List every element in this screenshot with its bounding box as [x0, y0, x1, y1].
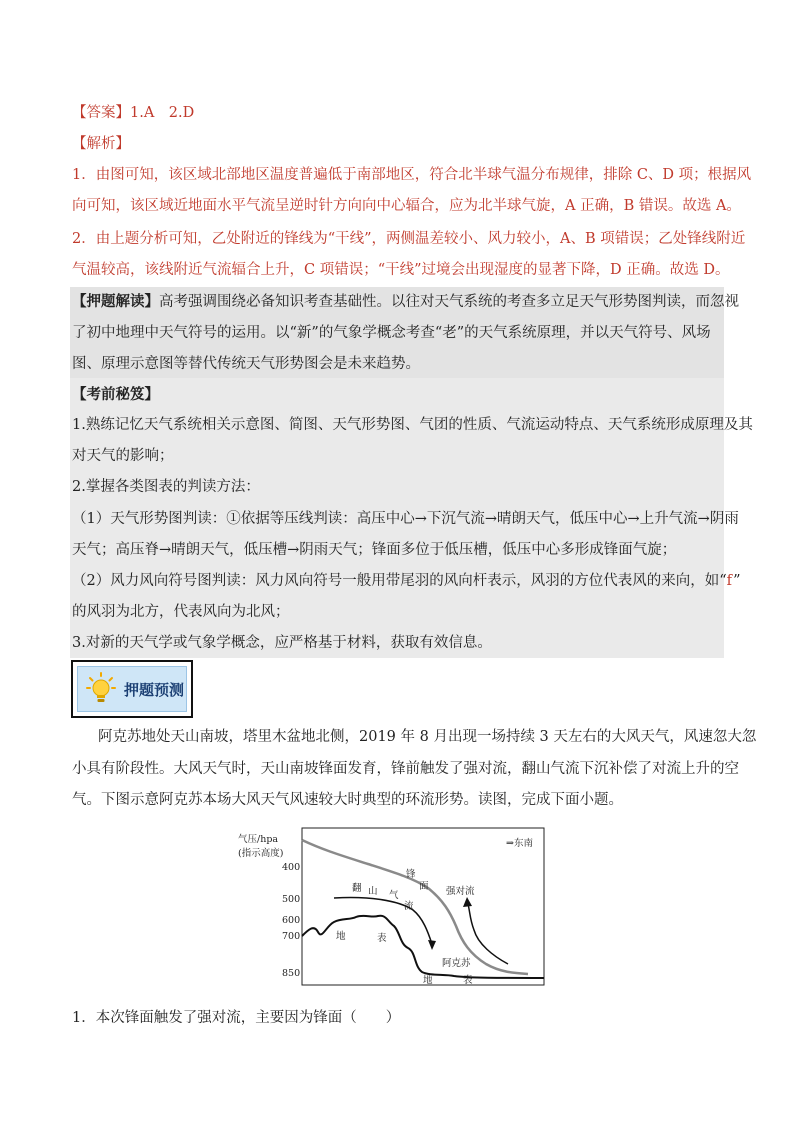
label-convection: 强对流	[446, 886, 475, 897]
passage-line-2: 小具有阶段性。大风天气时，天山南坡锋面发育，锋前触发了强对流，翻山气流下沉补偿了对流上升的空	[72, 761, 739, 777]
interpretation-text-1: 高考强调围绕必备知识考查基础性。以往对天气系统的考查多立足天气形势图判读，而忽视	[159, 294, 739, 310]
analysis-line-4: 气温较高，该线附近气流辐合上升，C 项错误；“干线”过境会出现湿度的显著下降，D 正确。故选 D。	[72, 262, 730, 278]
ytick-700: 700	[282, 931, 301, 942]
ytick-500: 500	[282, 894, 301, 905]
wind-symbol: f	[726, 573, 734, 589]
tips-line-7: 的风羽为北方，代表风向为北风；	[72, 604, 290, 620]
analysis-tag: 【解析】	[72, 136, 130, 152]
passage-line-3: 气。下图示意阿克苏本场大风天气风速较大时典型的环流形势。读图，完成下面小题。	[72, 792, 623, 808]
badge-inner	[77, 666, 187, 712]
label-surface-right-1: 地	[423, 975, 433, 986]
tips-line-8: 3.对新的天气学或气象学概念，应严格基于材料，获取有效信息。	[72, 635, 492, 651]
diagram-frame	[302, 828, 544, 985]
lightbulb-icon	[86, 672, 116, 706]
answer-tag: 【答案】	[72, 105, 130, 121]
label-surface-left-1: 地	[336, 931, 346, 942]
ytick-850: 850	[282, 968, 301, 979]
tips-text-6: （2）风力风向符号图判读：风力风向符号一般用带尾羽的风向杆表示，风羽的方位代表风的来向，如“	[72, 573, 727, 589]
question-1: 1．本次锋面触发了强对流，主要因为锋面（ ）	[72, 1010, 401, 1026]
interpretation-line-1	[72, 292, 739, 312]
tips-line-6	[72, 571, 741, 591]
passage-line-1: 阿克苏地处天山南坡，塔里木盆地北侧，2019 年 8 月出现一场持续 3 天左右的大风天气，风速忽大忽	[98, 729, 757, 745]
label-front-1: 锋	[406, 869, 416, 880]
label-surface-left-2: 表	[377, 933, 387, 944]
interpretation-line-2: 了初中地理中天气符号的运用。以“新”的气象学概念考查“老”的天气系统原理，并以天气符号、风场	[72, 325, 711, 341]
label-flow-3: 气	[389, 890, 399, 901]
ytick-600: 600	[282, 915, 301, 926]
tips-line-5: 天气；高压脊→晴朗天气，低压槽→阴雨天气；锋面多位于低压槽，低压中心多形成锋面气旋；	[72, 542, 677, 558]
answer-value: 1.A 2.D	[130, 105, 195, 121]
tips-line-3: 2.掌握各类图表的判读方法：	[72, 479, 260, 495]
analysis-line-2: 向可知，该区域近地面水平气流呈逆时针方向向中心辐合，应为北半球气旋，A 正确，B 错误。故选 A。	[72, 198, 741, 214]
label-flow-2: 山	[368, 886, 378, 897]
interpretation-line-3: 图、原理示意图等替代传统天气形势图会是未来趋势。	[72, 356, 420, 372]
circulation-diagram	[238, 826, 548, 988]
answer-line	[72, 103, 194, 123]
diagram-ylabel: 气压/hpa	[238, 834, 279, 845]
label-flow-4: 流	[404, 901, 414, 912]
ytick-400: 400	[282, 862, 301, 873]
tips-line-1: 1.熟练记忆天气系统相关示意图、简图、天气形势图、气团的性质、气流运动特点、天气系统形成原理及其	[72, 417, 753, 433]
tips-line-2: 对天气的影响；	[72, 448, 174, 464]
interpretation-tag: 【押题解读】	[72, 293, 159, 310]
section-badge	[71, 660, 193, 718]
label-flow-1: 翻	[352, 883, 362, 894]
tips-tag: 【考前秘笈】	[72, 386, 159, 403]
diagram-ylabel2: (指示高度)	[238, 848, 284, 859]
analysis-line-3: 2．由上题分析可知，乙处附近的锋线为“干线”，两侧温差较小、风力较小，A、B 项错误；乙处锋线附近	[72, 231, 746, 247]
direction-label: ⇒东南	[506, 838, 533, 849]
analysis-line-1: 1．由图可知，该区域北部地区温度普遍低于南部地区，符合北半球气温分布规律，排除 C、D 项；根据风	[72, 167, 752, 183]
badge-title: 押题预测	[124, 681, 185, 699]
label-aksu: 阿克苏	[442, 958, 471, 969]
tips-line-4: （1）天气形势图判读：①依据等压线判读：高压中心→下沉气流→晴朗天气，低压中心→上升气流→阴雨	[72, 511, 739, 527]
close-quote: ”	[733, 573, 741, 589]
label-front-2: 面	[419, 881, 429, 892]
label-surface-right-2: 表	[463, 975, 473, 986]
